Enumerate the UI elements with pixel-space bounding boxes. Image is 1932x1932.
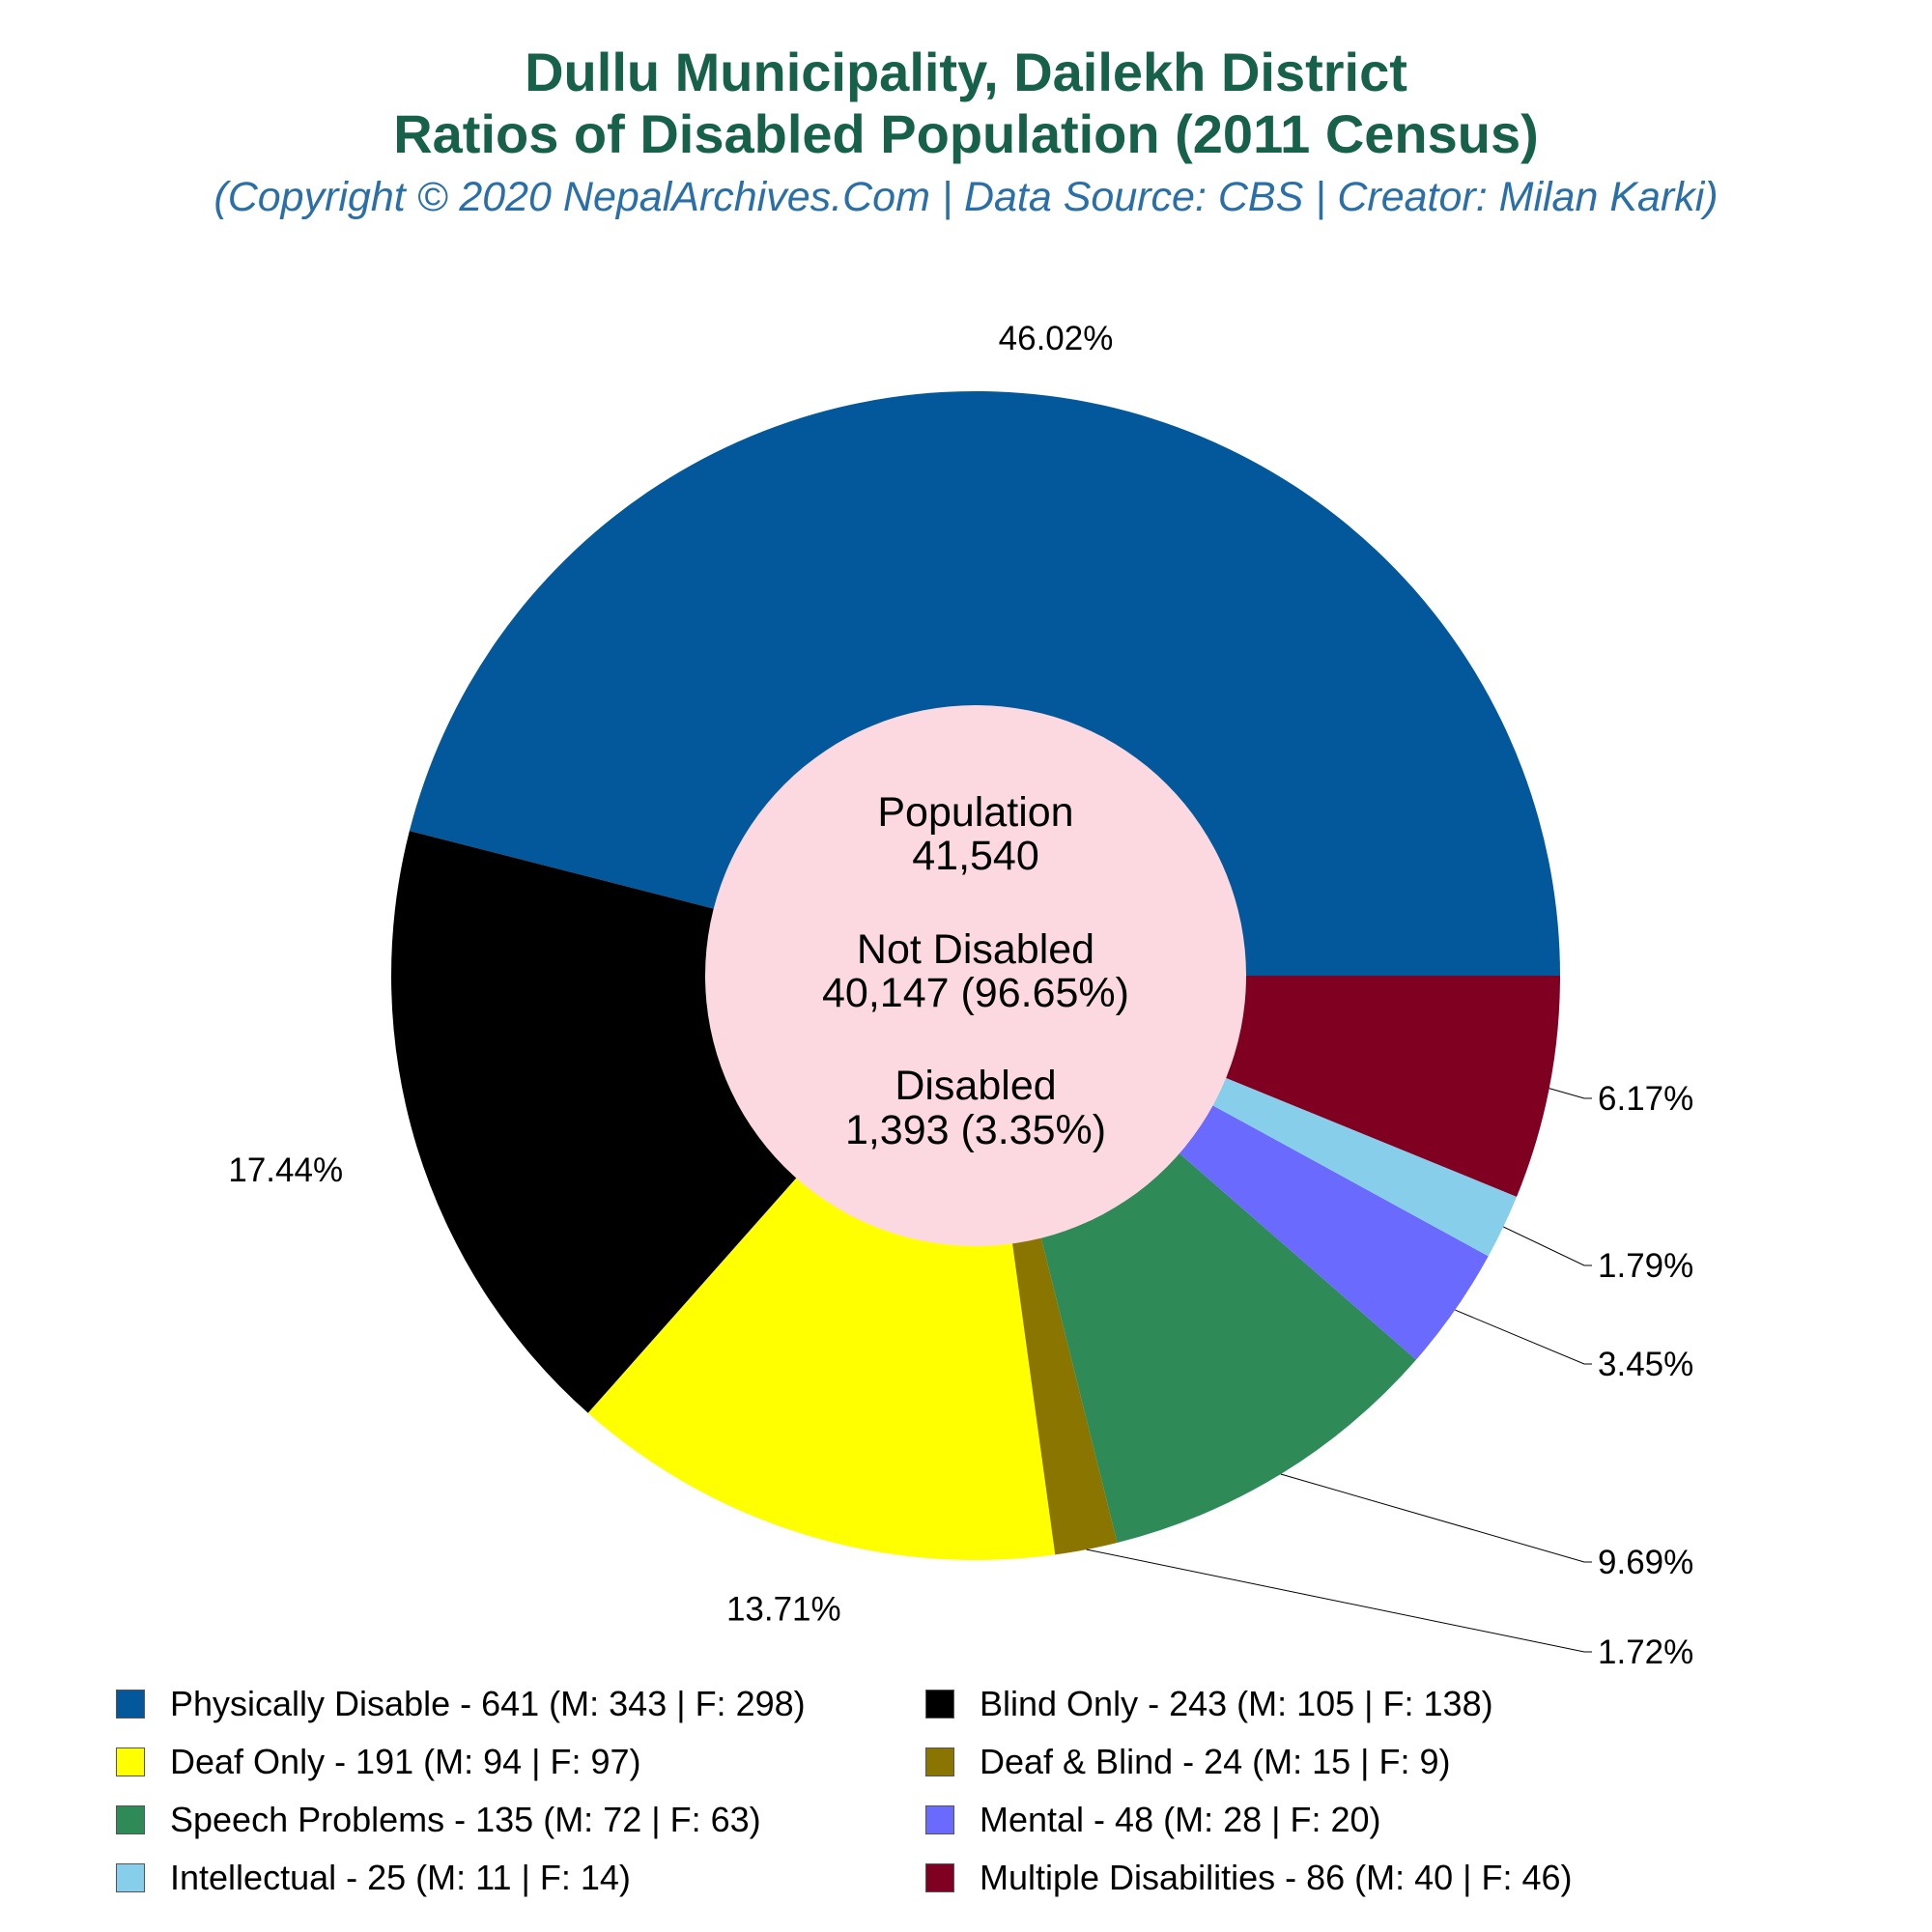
percent-label-intellectual: 1.79%: [1598, 1247, 1694, 1285]
legend-item-mental: [925, 1792, 1381, 1848]
legend-label: Deaf & Blind - 24 (M: 15 | F: 9): [980, 1742, 1451, 1781]
percent-label-speech-problems: 9.69%: [1598, 1544, 1694, 1581]
percent-label-multiple-disabilities: 6.17%: [1598, 1080, 1694, 1118]
leader-line-speech-problems: [1281, 1474, 1592, 1562]
legend-swatch: [116, 1805, 145, 1834]
percent-label-mental: 3.45%: [1598, 1346, 1694, 1383]
population-label: Population: [877, 789, 1074, 836]
legend-label: Blind Only - 243 (M: 105 | F: 138): [980, 1684, 1493, 1723]
legend-swatch: [925, 1690, 954, 1719]
percent-label-blind-only: 17.44%: [228, 1151, 344, 1189]
percent-label-deaf-only: 13.71%: [725, 1590, 841, 1629]
legend-swatch: [116, 1747, 145, 1776]
legend-swatch: [116, 1690, 145, 1719]
legend-label: Intellectual - 25 (M: 11 | F: 14): [170, 1858, 631, 1897]
chart-legend: [0, 1676, 1932, 1932]
disabled-label: Disabled: [895, 1063, 1057, 1109]
population-value: 41,540: [912, 833, 1039, 879]
legend-swatch: [116, 1863, 145, 1892]
legend-label: Mental - 48 (M: 28 | F: 20): [980, 1800, 1381, 1839]
leader-line-intellectual: [1503, 1227, 1592, 1265]
leader-line-mental: [1455, 1310, 1592, 1364]
legend-item-deaf-and-blind: [925, 1734, 1451, 1790]
not-disabled-label: Not Disabled: [856, 926, 1095, 973]
disabled-value: 1,393 (3.35%): [844, 1107, 1107, 1153]
percent-label-physically-disable: 46.02%: [998, 320, 1114, 358]
legend-item-multiple-disabilities: [925, 1850, 1573, 1906]
legend-item-blind-only: [925, 1676, 1493, 1732]
leader-line-multiple-disabilities: [1549, 1089, 1592, 1098]
legend-item-speech-problems: [116, 1792, 761, 1848]
chart-title-line1: Dullu Municipality, Dailekh District: [525, 42, 1407, 102]
chart-subtitle: (Copyright © 2020 NepalArchives.Com | Data Source: CBS | Creator: Milan Karki): [213, 174, 1719, 220]
legend-item-intellectual: [116, 1850, 631, 1906]
legend-swatch: [925, 1863, 954, 1892]
legend-label: Deaf Only - 191 (M: 94 | F: 97): [170, 1742, 641, 1781]
percent-label-deaf-and-blind: 1.72%: [1598, 1634, 1694, 1671]
legend-label: Multiple Disabilities - 86 (M: 40 | F: 46): [980, 1858, 1573, 1897]
legend-label: Speech Problems - 135 (M: 72 | F: 63): [170, 1800, 761, 1839]
chart-title-line2: Ratios of Disabled Population (2011 Census): [393, 103, 1539, 164]
not-disabled-value: 40,147 (96.65%): [822, 970, 1129, 1016]
legend-swatch: [925, 1805, 954, 1834]
legend-item-deaf-only: [116, 1734, 641, 1790]
legend-swatch: [925, 1747, 954, 1776]
legend-item-physically-disable: [116, 1676, 806, 1732]
leader-line-deaf-and-blind: [1087, 1549, 1592, 1652]
legend-label: Physically Disable - 641 (M: 343 | F: 298): [170, 1684, 806, 1723]
